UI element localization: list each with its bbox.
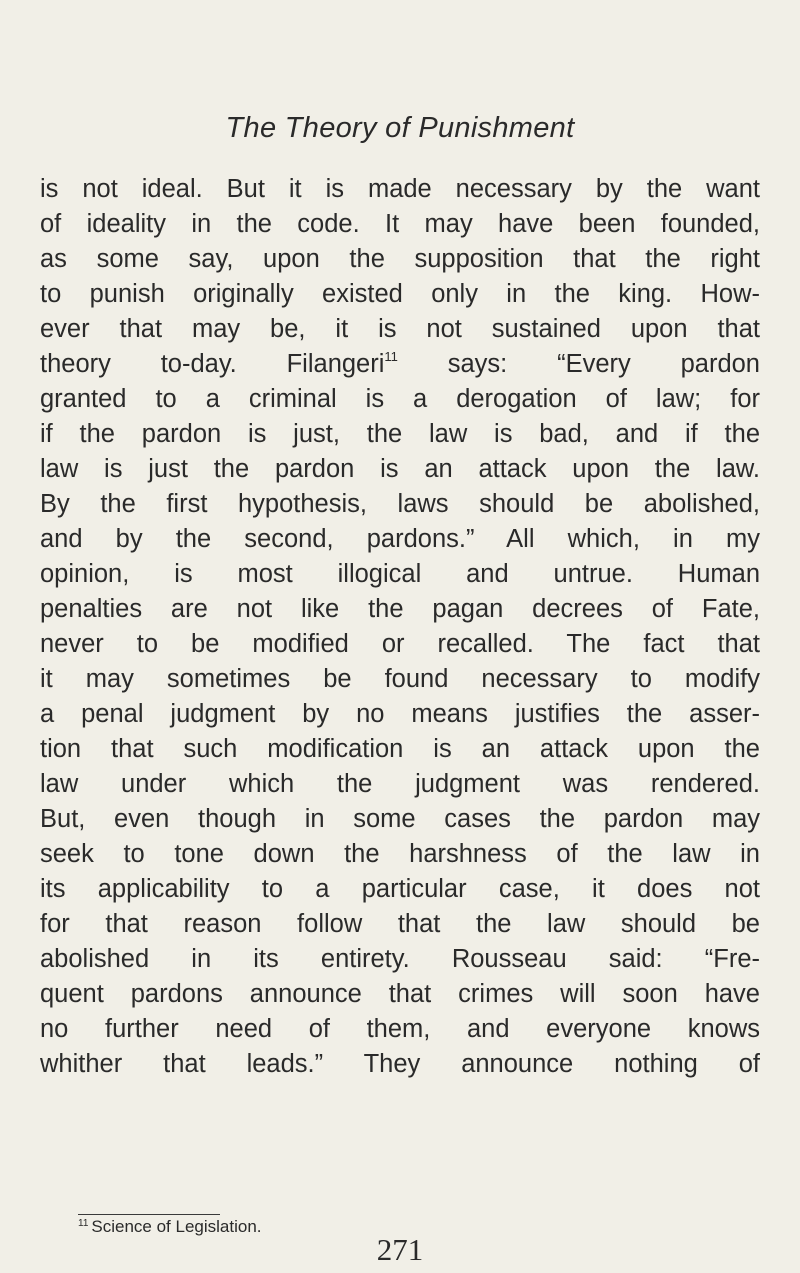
page-number: 271 <box>376 1232 424 1267</box>
text-line: seek to tone down the harshness of the law in <box>40 840 760 868</box>
text-line: of ideality in the code. It may have been founded, <box>40 210 760 238</box>
text-line: ever that may be, it is not sustained upon that <box>40 315 760 343</box>
text-line: a penal judgment by no means justifies the asser- <box>40 700 760 728</box>
text-line: it may sometimes be found necessary to modify <box>40 665 760 693</box>
text-line: tion that such modification is an attack upon the <box>40 735 760 763</box>
text-line: law is just the pardon is an attack upon the law. <box>40 455 760 483</box>
text-line: quent pardons announce that crimes will soon have <box>40 980 760 1008</box>
text-line: But, even though in some cases the pardon may <box>40 805 760 833</box>
text-line: if the pardon is just, the law is bad, and if the <box>40 420 760 448</box>
text-line: and by the second, pardons.” All which, in my <box>40 525 760 553</box>
text-line: to punish originally existed only in the king. How- <box>40 280 760 308</box>
text-segment: says: “Every pardon <box>397 350 760 378</box>
text-line: never to be modified or recalled. The fact that <box>40 630 760 658</box>
footnote-rule <box>78 1214 220 1215</box>
text-line: its applicability to a particular case, it does not <box>40 875 760 903</box>
text-segment: theory to-day. Filangeri <box>40 350 385 378</box>
text-line-with-footnote-ref <box>40 347 760 382</box>
text-line: granted to a criminal is a derogation of law; for <box>40 385 760 413</box>
footnote-text: Science of Legislation. <box>91 1217 262 1236</box>
running-head: The Theory of Punishment <box>225 112 575 144</box>
text-line: opinion, is most illogical and untrue. Human <box>40 560 760 588</box>
footnote-marker: 11 <box>78 1218 89 1229</box>
body-text <box>40 172 760 1082</box>
text-line: no further need of them, and everyone knows <box>40 1015 760 1043</box>
text-line: penalties are not like the pagan decrees of Fate, <box>40 595 760 623</box>
text-line: abolished in its entirety. Rousseau said: “Fre- <box>40 945 760 973</box>
text-line: law under which the judgment was rendered. <box>40 770 760 798</box>
text-line: is not ideal. But it is made necessary by the want <box>40 175 760 203</box>
text-line: as some say, upon the supposition that the right <box>40 245 760 273</box>
text-line: By the first hypothesis, laws should be abolished, <box>40 490 760 518</box>
text-line: for that reason follow that the law should be <box>40 910 760 938</box>
text-line: whither that leads.” They announce nothing of <box>40 1050 760 1078</box>
footnote-reference: 11 <box>384 349 398 364</box>
